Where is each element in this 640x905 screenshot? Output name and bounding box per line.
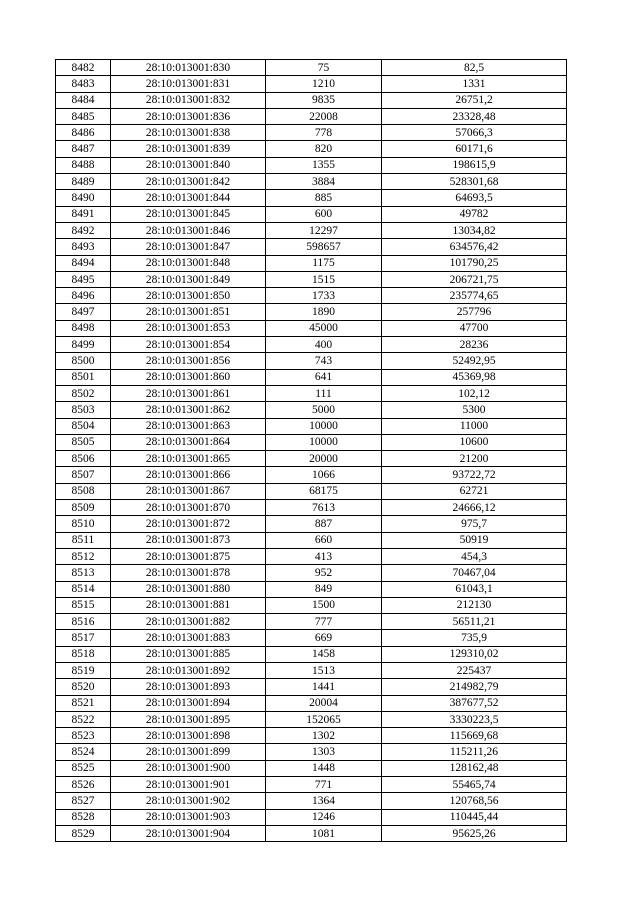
value-cell: 387677,52 — [382, 695, 567, 711]
table-row — [56, 679, 567, 695]
value-cell: 735,9 — [382, 630, 567, 646]
table-row — [56, 255, 567, 271]
area-cell: 68175 — [266, 483, 382, 499]
area-cell: 111 — [266, 385, 382, 401]
row-number-cell: 8482 — [56, 60, 111, 76]
row-number-cell: 8518 — [56, 646, 111, 662]
area-cell: 1448 — [266, 760, 382, 776]
table-row — [56, 271, 567, 287]
value-cell: 225437 — [382, 662, 567, 678]
area-cell: 1303 — [266, 744, 382, 760]
row-number-cell: 8509 — [56, 500, 111, 516]
cadastral-number-cell: 28:10:013001:866 — [111, 467, 266, 483]
cadastral-number-cell: 28:10:013001:880 — [111, 581, 266, 597]
value-cell: 13034,82 — [382, 222, 567, 238]
row-number-cell: 8516 — [56, 614, 111, 630]
table-row — [56, 744, 567, 760]
value-cell: 975,7 — [382, 516, 567, 532]
row-number-cell: 8528 — [56, 809, 111, 825]
value-cell: 214982,79 — [382, 679, 567, 695]
value-cell: 52492,95 — [382, 353, 567, 369]
row-number-cell: 8512 — [56, 548, 111, 564]
row-number-cell: 8489 — [56, 174, 111, 190]
value-cell: 198615,9 — [382, 157, 567, 173]
table-row — [56, 190, 567, 206]
row-number-cell: 8508 — [56, 483, 111, 499]
row-number-cell: 8525 — [56, 760, 111, 776]
cadastral-number-cell: 28:10:013001:903 — [111, 809, 266, 825]
table-row — [56, 646, 567, 662]
table-row — [56, 728, 567, 744]
row-number-cell: 8522 — [56, 711, 111, 727]
value-cell: 129310,02 — [382, 646, 567, 662]
area-cell: 400 — [266, 337, 382, 353]
area-cell: 1246 — [266, 809, 382, 825]
value-cell: 95625,26 — [382, 825, 567, 841]
area-cell: 952 — [266, 565, 382, 581]
cadastral-number-cell: 28:10:013001:845 — [111, 206, 266, 222]
area-cell: 7613 — [266, 500, 382, 516]
row-number-cell: 8521 — [56, 695, 111, 711]
table-row — [56, 630, 567, 646]
row-number-cell: 8492 — [56, 222, 111, 238]
row-number-cell: 8504 — [56, 418, 111, 434]
table-row — [56, 353, 567, 369]
value-cell: 235774,65 — [382, 288, 567, 304]
table-row — [56, 548, 567, 564]
area-cell: 743 — [266, 353, 382, 369]
table-row — [56, 174, 567, 190]
row-number-cell: 8498 — [56, 320, 111, 336]
value-cell: 5300 — [382, 402, 567, 418]
area-cell: 20004 — [266, 695, 382, 711]
table-row — [56, 825, 567, 841]
table-row — [56, 516, 567, 532]
row-number-cell: 8499 — [56, 337, 111, 353]
area-cell: 885 — [266, 190, 382, 206]
value-cell: 11000 — [382, 418, 567, 434]
table-row — [56, 434, 567, 450]
table-row — [56, 76, 567, 92]
value-cell: 62721 — [382, 483, 567, 499]
row-number-cell: 8494 — [56, 255, 111, 271]
row-number-cell: 8526 — [56, 777, 111, 793]
value-cell: 55465,74 — [382, 777, 567, 793]
cadastral-number-cell: 28:10:013001:882 — [111, 614, 266, 630]
table-row — [56, 239, 567, 255]
table-row — [56, 157, 567, 173]
area-cell: 10000 — [266, 418, 382, 434]
value-cell: 206721,75 — [382, 271, 567, 287]
row-number-cell: 8495 — [56, 271, 111, 287]
table-row — [56, 793, 567, 809]
row-number-cell: 8493 — [56, 239, 111, 255]
table-row — [56, 581, 567, 597]
row-number-cell: 8486 — [56, 125, 111, 141]
table-row — [56, 108, 567, 124]
cadastral-number-cell: 28:10:013001:885 — [111, 646, 266, 662]
value-cell: 70467,04 — [382, 565, 567, 581]
cadastral-number-cell: 28:10:013001:860 — [111, 369, 266, 385]
value-cell: 212130 — [382, 597, 567, 613]
area-cell: 887 — [266, 516, 382, 532]
area-cell: 75 — [266, 60, 382, 76]
table-row — [56, 337, 567, 353]
row-number-cell: 8497 — [56, 304, 111, 320]
area-cell: 45000 — [266, 320, 382, 336]
table-row — [56, 385, 567, 401]
cadastral-number-cell: 28:10:013001:901 — [111, 777, 266, 793]
cadastral-number-cell: 28:10:013001:844 — [111, 190, 266, 206]
value-cell: 1331 — [382, 76, 567, 92]
area-cell: 641 — [266, 369, 382, 385]
row-number-cell: 8515 — [56, 597, 111, 613]
row-number-cell: 8491 — [56, 206, 111, 222]
value-cell: 56511,21 — [382, 614, 567, 630]
cadastral-number-cell: 28:10:013001:883 — [111, 630, 266, 646]
value-cell: 82,5 — [382, 60, 567, 76]
table-row — [56, 402, 567, 418]
cadastral-number-cell: 28:10:013001:830 — [111, 60, 266, 76]
area-cell: 1513 — [266, 662, 382, 678]
area-cell: 669 — [266, 630, 382, 646]
cadastral-number-cell: 28:10:013001:853 — [111, 320, 266, 336]
value-cell: 101790,25 — [382, 255, 567, 271]
value-cell: 10600 — [382, 434, 567, 450]
cadastral-number-cell: 28:10:013001:872 — [111, 516, 266, 532]
row-number-cell: 8487 — [56, 141, 111, 157]
area-cell: 3884 — [266, 174, 382, 190]
value-cell: 128162,48 — [382, 760, 567, 776]
row-number-cell: 8502 — [56, 385, 111, 401]
table-row — [56, 597, 567, 613]
cadastral-number-cell: 28:10:013001:873 — [111, 532, 266, 548]
area-cell: 152065 — [266, 711, 382, 727]
cadastral-number-cell: 28:10:013001:864 — [111, 434, 266, 450]
value-cell: 634576,42 — [382, 239, 567, 255]
table-row — [56, 288, 567, 304]
cadastral-number-cell: 28:10:013001:881 — [111, 597, 266, 613]
table-row — [56, 760, 567, 776]
cadastral-number-cell: 28:10:013001:900 — [111, 760, 266, 776]
area-cell: 10000 — [266, 434, 382, 450]
row-number-cell: 8520 — [56, 679, 111, 695]
area-cell: 9835 — [266, 92, 382, 108]
row-number-cell: 8484 — [56, 92, 111, 108]
area-cell: 1441 — [266, 679, 382, 695]
area-cell: 1364 — [266, 793, 382, 809]
table-row — [56, 304, 567, 320]
value-cell: 64693,5 — [382, 190, 567, 206]
area-cell: 1355 — [266, 157, 382, 173]
cadastral-number-cell: 28:10:013001:894 — [111, 695, 266, 711]
cadastral-number-cell: 28:10:013001:899 — [111, 744, 266, 760]
value-cell: 49782 — [382, 206, 567, 222]
cadastral-number-cell: 28:10:013001:865 — [111, 451, 266, 467]
cadastral-number-cell: 28:10:013001:839 — [111, 141, 266, 157]
table-row — [56, 565, 567, 581]
value-cell: 50919 — [382, 532, 567, 548]
table-row — [56, 809, 567, 825]
row-number-cell: 8506 — [56, 451, 111, 467]
row-number-cell: 8510 — [56, 516, 111, 532]
cadastral-number-cell: 28:10:013001:838 — [111, 125, 266, 141]
cadastral-number-cell: 28:10:013001:861 — [111, 385, 266, 401]
value-cell: 57066,3 — [382, 125, 567, 141]
area-cell: 1458 — [266, 646, 382, 662]
table-row — [56, 614, 567, 630]
table-body — [56, 60, 567, 842]
row-number-cell: 8490 — [56, 190, 111, 206]
value-cell: 28236 — [382, 337, 567, 353]
table-row — [56, 467, 567, 483]
cadastral-table — [55, 59, 567, 842]
cadastral-number-cell: 28:10:013001:851 — [111, 304, 266, 320]
value-cell: 45369,98 — [382, 369, 567, 385]
cadastral-number-cell: 28:10:013001:862 — [111, 402, 266, 418]
row-number-cell: 8523 — [56, 728, 111, 744]
cadastral-number-cell: 28:10:013001:902 — [111, 793, 266, 809]
value-cell: 110445,44 — [382, 809, 567, 825]
row-number-cell: 8511 — [56, 532, 111, 548]
cadastral-number-cell: 28:10:013001:863 — [111, 418, 266, 434]
cadastral-number-cell: 28:10:013001:831 — [111, 76, 266, 92]
area-cell: 660 — [266, 532, 382, 548]
cadastral-number-cell: 28:10:013001:847 — [111, 239, 266, 255]
row-number-cell: 8517 — [56, 630, 111, 646]
value-cell: 115669,68 — [382, 728, 567, 744]
value-cell: 60171,6 — [382, 141, 567, 157]
cadastral-number-cell: 28:10:013001:895 — [111, 711, 266, 727]
cadastral-number-cell: 28:10:013001:875 — [111, 548, 266, 564]
value-cell: 61043,1 — [382, 581, 567, 597]
cadastral-number-cell: 28:10:013001:842 — [111, 174, 266, 190]
value-cell: 24666,12 — [382, 500, 567, 516]
row-number-cell: 8524 — [56, 744, 111, 760]
cadastral-number-cell: 28:10:013001:898 — [111, 728, 266, 744]
row-number-cell: 8501 — [56, 369, 111, 385]
table-row — [56, 60, 567, 76]
table-row — [56, 92, 567, 108]
table-row — [56, 320, 567, 336]
table-row — [56, 500, 567, 516]
row-number-cell: 8488 — [56, 157, 111, 173]
area-cell: 1500 — [266, 597, 382, 613]
table-row — [56, 125, 567, 141]
value-cell: 120768,56 — [382, 793, 567, 809]
table-row — [56, 777, 567, 793]
value-cell: 454,3 — [382, 548, 567, 564]
row-number-cell: 8500 — [56, 353, 111, 369]
area-cell: 1066 — [266, 467, 382, 483]
area-cell: 1733 — [266, 288, 382, 304]
area-cell: 1515 — [266, 271, 382, 287]
table-row — [56, 141, 567, 157]
table-row — [56, 369, 567, 385]
area-cell: 1175 — [266, 255, 382, 271]
cadastral-number-cell: 28:10:013001:836 — [111, 108, 266, 124]
table-row — [56, 451, 567, 467]
area-cell: 5000 — [266, 402, 382, 418]
value-cell: 102,12 — [382, 385, 567, 401]
row-number-cell: 8496 — [56, 288, 111, 304]
value-cell: 93722,72 — [382, 467, 567, 483]
table-row — [56, 222, 567, 238]
area-cell: 820 — [266, 141, 382, 157]
row-number-cell: 8529 — [56, 825, 111, 841]
cadastral-number-cell: 28:10:013001:867 — [111, 483, 266, 499]
cadastral-number-cell: 28:10:013001:848 — [111, 255, 266, 271]
row-number-cell: 8519 — [56, 662, 111, 678]
cadastral-number-cell: 28:10:013001:878 — [111, 565, 266, 581]
area-cell: 413 — [266, 548, 382, 564]
row-number-cell: 8503 — [56, 402, 111, 418]
row-number-cell: 8505 — [56, 434, 111, 450]
table-row — [56, 418, 567, 434]
table-row — [56, 662, 567, 678]
cadastral-number-cell: 28:10:013001:832 — [111, 92, 266, 108]
cadastral-number-cell: 28:10:013001:892 — [111, 662, 266, 678]
cadastral-number-cell: 28:10:013001:904 — [111, 825, 266, 841]
table-row — [56, 532, 567, 548]
cadastral-number-cell: 28:10:013001:840 — [111, 157, 266, 173]
row-number-cell: 8483 — [56, 76, 111, 92]
area-cell: 12297 — [266, 222, 382, 238]
table-row — [56, 206, 567, 222]
value-cell: 21200 — [382, 451, 567, 467]
area-cell: 1081 — [266, 825, 382, 841]
cadastral-number-cell: 28:10:013001:893 — [111, 679, 266, 695]
row-number-cell: 8507 — [56, 467, 111, 483]
row-number-cell: 8514 — [56, 581, 111, 597]
row-number-cell: 8485 — [56, 108, 111, 124]
table-row — [56, 695, 567, 711]
area-cell: 771 — [266, 777, 382, 793]
area-cell: 22008 — [266, 108, 382, 124]
area-cell: 20000 — [266, 451, 382, 467]
area-cell: 778 — [266, 125, 382, 141]
value-cell: 115211,26 — [382, 744, 567, 760]
table-row — [56, 483, 567, 499]
area-cell: 598657 — [266, 239, 382, 255]
cadastral-number-cell: 28:10:013001:849 — [111, 271, 266, 287]
cadastral-number-cell: 28:10:013001:856 — [111, 353, 266, 369]
area-cell: 1302 — [266, 728, 382, 744]
value-cell: 26751,2 — [382, 92, 567, 108]
area-cell: 600 — [266, 206, 382, 222]
value-cell: 3330223,5 — [382, 711, 567, 727]
value-cell: 257796 — [382, 304, 567, 320]
area-cell: 1890 — [266, 304, 382, 320]
cadastral-number-cell: 28:10:013001:870 — [111, 500, 266, 516]
area-cell: 777 — [266, 614, 382, 630]
cadastral-number-cell: 28:10:013001:854 — [111, 337, 266, 353]
row-number-cell: 8527 — [56, 793, 111, 809]
value-cell: 23328,48 — [382, 108, 567, 124]
value-cell: 47700 — [382, 320, 567, 336]
area-cell: 849 — [266, 581, 382, 597]
table-row — [56, 711, 567, 727]
area-cell: 1210 — [266, 76, 382, 92]
cadastral-number-cell: 28:10:013001:846 — [111, 222, 266, 238]
row-number-cell: 8513 — [56, 565, 111, 581]
value-cell: 528301,68 — [382, 174, 567, 190]
cadastral-number-cell: 28:10:013001:850 — [111, 288, 266, 304]
